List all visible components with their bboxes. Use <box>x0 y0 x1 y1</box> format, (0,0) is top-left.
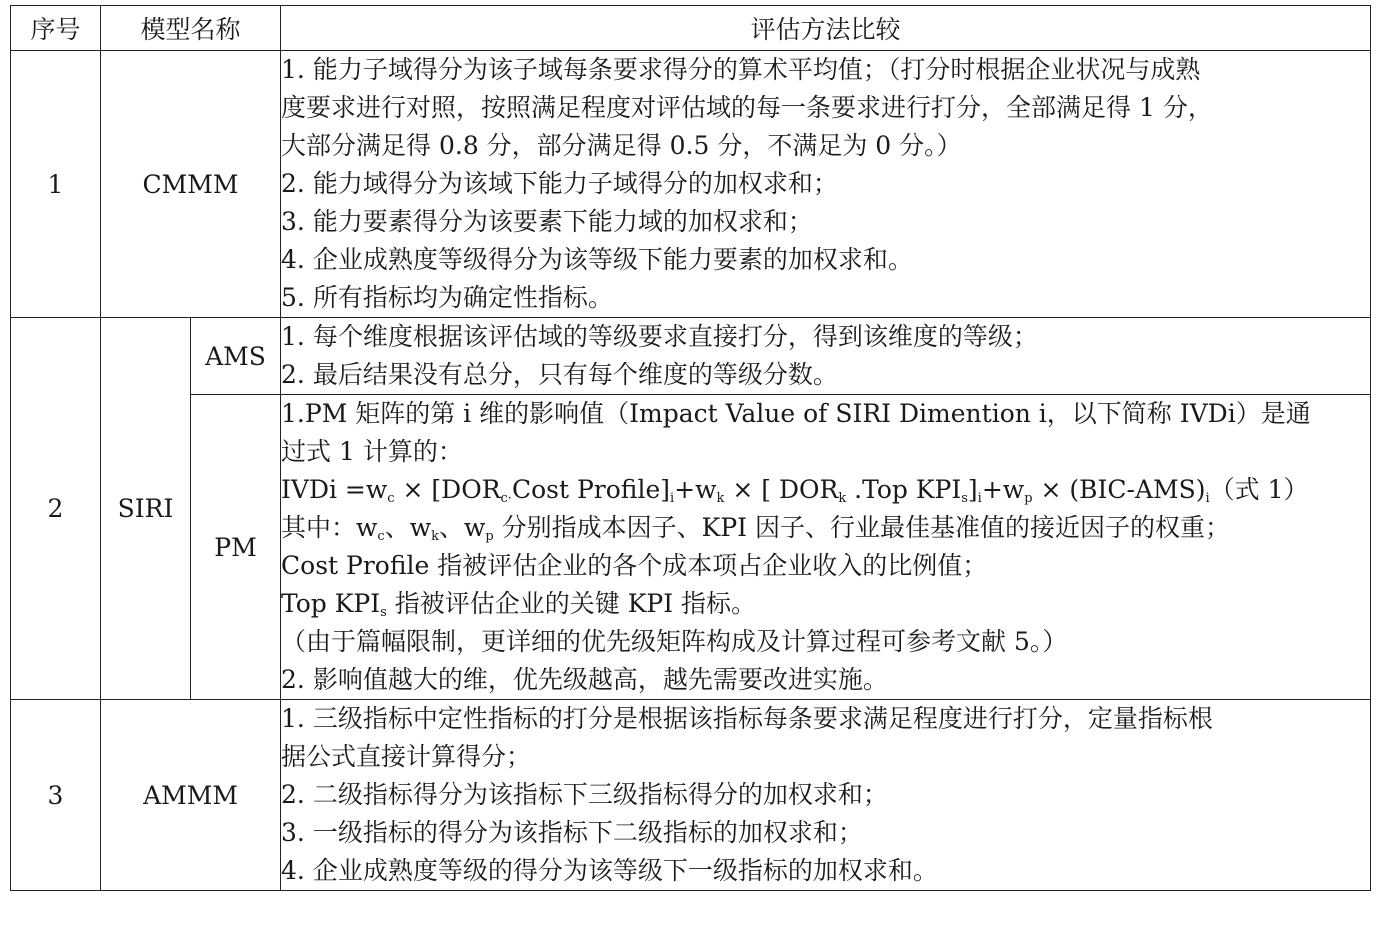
formula-text: × [DOR <box>394 475 501 504</box>
description-line: 据公式直接计算得分； <box>281 742 532 771</box>
description-subscript: k <box>431 529 439 544</box>
formula-text: .Top KPI <box>846 475 962 504</box>
description-line <box>281 509 1370 547</box>
formula-text: +w <box>981 475 1025 504</box>
description-text: 指被评估企业的关键 KPI 指标。 <box>386 589 757 618</box>
description-text: 、w <box>384 513 432 542</box>
description-line: 4. 企业成熟度等级的得分为该等级下一级指标的加权求和。 <box>281 856 938 885</box>
description-line <box>281 585 1370 623</box>
header-index: 序号 <box>11 6 101 51</box>
header-row <box>11 6 1371 51</box>
description-line: 过式 1 计算的： <box>281 437 463 466</box>
description-line: 1.PM 矩阵的第 i 维的影响值（Impact Value of SIRI Dimention i，以下简称 IVDi）是通 <box>281 399 1311 428</box>
description-line: 2. 二级指标得分为该指标下三级指标得分的加权求和； <box>281 780 888 809</box>
formula-text: （式 1） <box>1209 475 1309 504</box>
method-description <box>281 51 1371 318</box>
formula-text: × (BIC-AMS) <box>1032 475 1206 504</box>
formula-text: Cost Profile] <box>511 475 670 504</box>
sub-model-name: AMS <box>191 318 281 395</box>
comparison-table <box>10 5 1371 891</box>
model-name: SIRI <box>101 318 191 700</box>
model-name: AMMM <box>101 700 281 891</box>
row-index: 2 <box>11 318 101 700</box>
model-name: CMMM <box>101 51 281 318</box>
description-line: 度要求进行对照，按照满足程度对评估域的每一条要求进行打分，全部满足得 1 分， <box>281 93 1213 122</box>
table-row <box>11 395 1371 700</box>
description-text: 分别指成本因子、KPI 因子、行业最佳基准值的接近因子的权重； <box>493 513 1231 542</box>
description-text: 其中：w <box>281 513 378 542</box>
method-description <box>281 700 1371 891</box>
description-line: Cost Profile 指被评估企业的各个成本项占企业收入的比例值； <box>281 551 988 580</box>
formula-text: × [ DOR <box>724 475 839 504</box>
description-line: （由于篇幅限制，更详细的优先级矩阵构成及计算过程可参考文献 5。） <box>281 627 1068 656</box>
description-text: 、w <box>439 513 486 542</box>
formula-subscript: s <box>961 491 968 506</box>
formula-text: +w <box>674 475 717 504</box>
description-line: 2. 最后结果没有总分，只有每个维度的等级分数。 <box>281 360 838 389</box>
description-line: 大部分满足得 0.8 分，部分满足得 0.5 分，不满足为 0 分。） <box>281 131 962 160</box>
formula-subscript: c· <box>500 491 512 506</box>
sub-model-name: PM <box>191 395 281 700</box>
formula-subscript: i <box>977 491 982 506</box>
description-line: 1. 每个维度根据该评估域的等级要求直接打分，得到该维度的等级； <box>281 322 1038 351</box>
formula-line <box>281 471 1370 509</box>
formula-subscript: i <box>670 491 675 506</box>
description-line: 1. 能力子域得分为该子域每条要求得分的算术平均值；（打分时根据企业状况与成熟 <box>281 55 1201 84</box>
method-description <box>281 318 1371 395</box>
formula-text: IVDi =w <box>281 475 388 504</box>
description-subscript: s <box>380 605 387 620</box>
table-row <box>11 318 1371 395</box>
formula-text: ] <box>967 475 978 504</box>
table-row <box>11 51 1371 318</box>
formula-subscript: c <box>387 491 395 506</box>
description-line: 5. 所有指标均为确定性指标。 <box>281 283 613 312</box>
table-row <box>11 700 1371 891</box>
formula-subscript: k <box>838 491 847 506</box>
description-line: 3. 能力要素得分为该要素下能力域的加权求和； <box>281 207 813 236</box>
header-method-comparison: 评估方法比较 <box>281 6 1371 51</box>
description-line: 2. 能力域得分为该域下能力子域得分的加权求和； <box>281 169 838 198</box>
description-subscript: c <box>377 529 385 544</box>
description-line: 1. 三级指标中定性指标的打分是根据该指标每条要求满足程度进行打分，定量指标根 <box>281 704 1213 733</box>
header-model-name: 模型名称 <box>101 6 281 51</box>
formula-subscript: p <box>1024 491 1033 506</box>
row-index: 1 <box>11 51 101 318</box>
row-index: 3 <box>11 700 101 891</box>
formula-subscript: i <box>1205 491 1210 506</box>
formula-subscript: k <box>716 491 725 506</box>
description-line: 4. 企业成熟度等级得分为该等级下能力要素的加权求和。 <box>281 245 913 274</box>
description-subscript: p <box>485 529 494 544</box>
description-line: 3. 一级指标的得分为该指标下二级指标的加权求和； <box>281 818 863 847</box>
description-line: 2. 影响值越大的维，优先级越高，越先需要改进实施。 <box>281 665 888 694</box>
description-text: Top KPI <box>281 589 381 618</box>
method-description <box>281 395 1371 700</box>
